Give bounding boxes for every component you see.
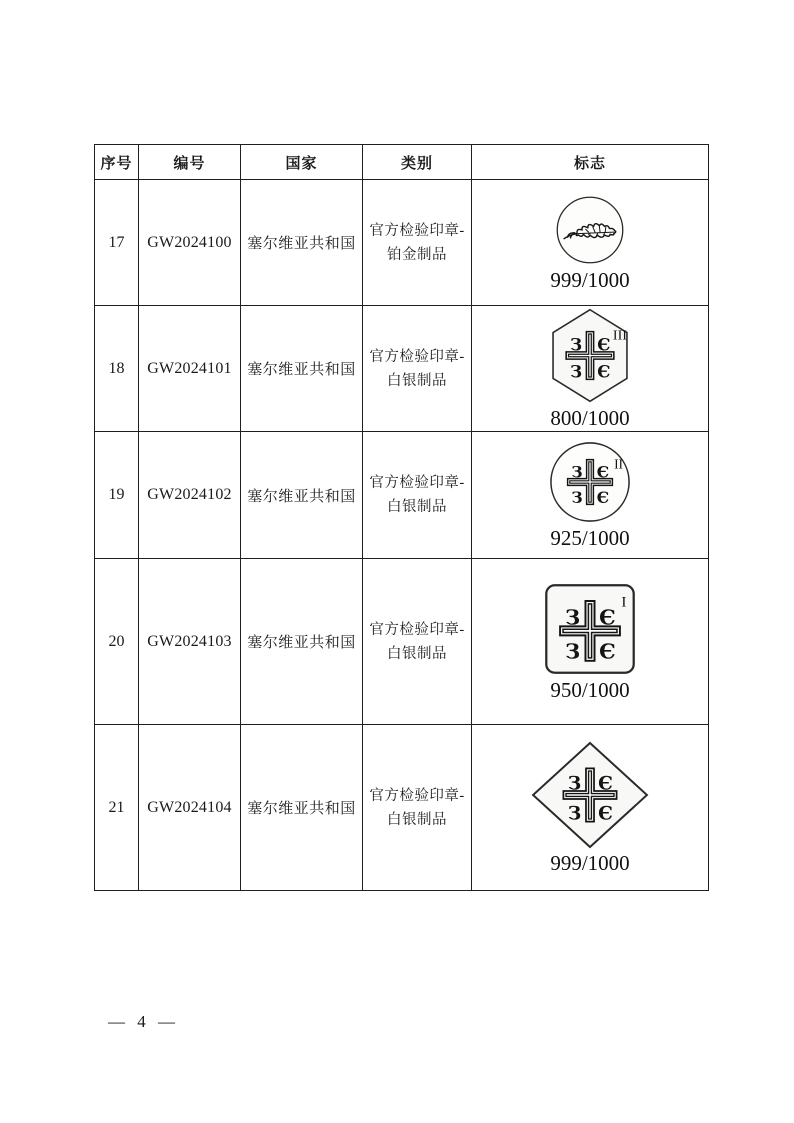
registration-code: GW2024102 bbox=[139, 432, 241, 559]
category-line1: 官方检验印章- bbox=[369, 475, 465, 491]
standard-numeral: I bbox=[621, 593, 627, 610]
category-line1: 官方检验印章- bbox=[369, 222, 465, 239]
registration-code: GW2024100 bbox=[139, 180, 241, 306]
header-code: 编号 bbox=[139, 145, 241, 180]
category-line2: 白银制品 bbox=[387, 372, 447, 389]
mark-cell bbox=[472, 559, 709, 725]
table-row bbox=[95, 559, 709, 725]
registration-code: GW2024101 bbox=[139, 306, 241, 432]
row-number: 19 bbox=[95, 432, 139, 559]
square-hallmark-icon bbox=[543, 582, 637, 676]
row-number: 20 bbox=[95, 559, 139, 725]
table-row bbox=[95, 180, 709, 306]
page-number: — 4 — bbox=[108, 1012, 175, 1031]
row-number: 21 bbox=[95, 725, 139, 891]
fineness-value: 999/1000 bbox=[550, 267, 630, 292]
table-row bbox=[95, 306, 709, 432]
category-line2: 白银制品 bbox=[387, 645, 447, 662]
table-row bbox=[95, 432, 709, 559]
fineness-value: 950/1000 bbox=[550, 677, 630, 702]
country: 塞尔维亚共和国 bbox=[241, 725, 363, 891]
category bbox=[363, 432, 472, 559]
country: 塞尔维亚共和国 bbox=[241, 432, 363, 559]
country: 塞尔维亚共和国 bbox=[241, 306, 363, 432]
registration-code: GW2024104 bbox=[139, 725, 241, 891]
header-category: 类别 bbox=[363, 145, 472, 180]
fineness-value: 999/1000 bbox=[550, 850, 630, 875]
diamond-hallmark-icon bbox=[531, 741, 649, 849]
registration-code: GW2024103 bbox=[139, 559, 241, 725]
row-number: 17 bbox=[95, 180, 139, 306]
category bbox=[363, 306, 472, 432]
standard-numeral: II bbox=[614, 456, 624, 472]
hallmark-table bbox=[94, 144, 709, 891]
country: 塞尔维亚共和国 bbox=[241, 559, 363, 725]
category-line2: 白银制品 bbox=[387, 811, 447, 828]
fineness-value: 925/1000 bbox=[550, 526, 630, 550]
category bbox=[363, 725, 472, 891]
header-mark: 标志 bbox=[472, 145, 709, 180]
row-number: 18 bbox=[95, 306, 139, 432]
category-line2: 白银制品 bbox=[387, 499, 447, 515]
mark-cell bbox=[472, 306, 709, 432]
standard-numeral: III bbox=[612, 327, 627, 344]
oak-leaf-hallmark-icon bbox=[554, 194, 626, 266]
header-country: 国家 bbox=[241, 145, 363, 180]
fineness-value: 800/1000 bbox=[550, 406, 630, 430]
table-header-row bbox=[95, 145, 709, 180]
mark-cell bbox=[472, 432, 709, 559]
mark-cell bbox=[472, 725, 709, 891]
table-row bbox=[95, 725, 709, 891]
category-line2: 铂金制品 bbox=[387, 246, 447, 263]
category-line1: 官方检验印章- bbox=[369, 787, 465, 804]
country: 塞尔维亚共和国 bbox=[241, 180, 363, 306]
mark-cell bbox=[472, 180, 709, 306]
header-no: 序号 bbox=[95, 145, 139, 180]
category-line1: 官方检验印章- bbox=[369, 621, 465, 638]
category bbox=[363, 180, 472, 306]
category bbox=[363, 559, 472, 725]
category-line1: 官方检验印章- bbox=[369, 348, 465, 365]
circle-hallmark-icon bbox=[548, 440, 632, 524]
hexagon-hallmark-icon bbox=[546, 307, 634, 404]
